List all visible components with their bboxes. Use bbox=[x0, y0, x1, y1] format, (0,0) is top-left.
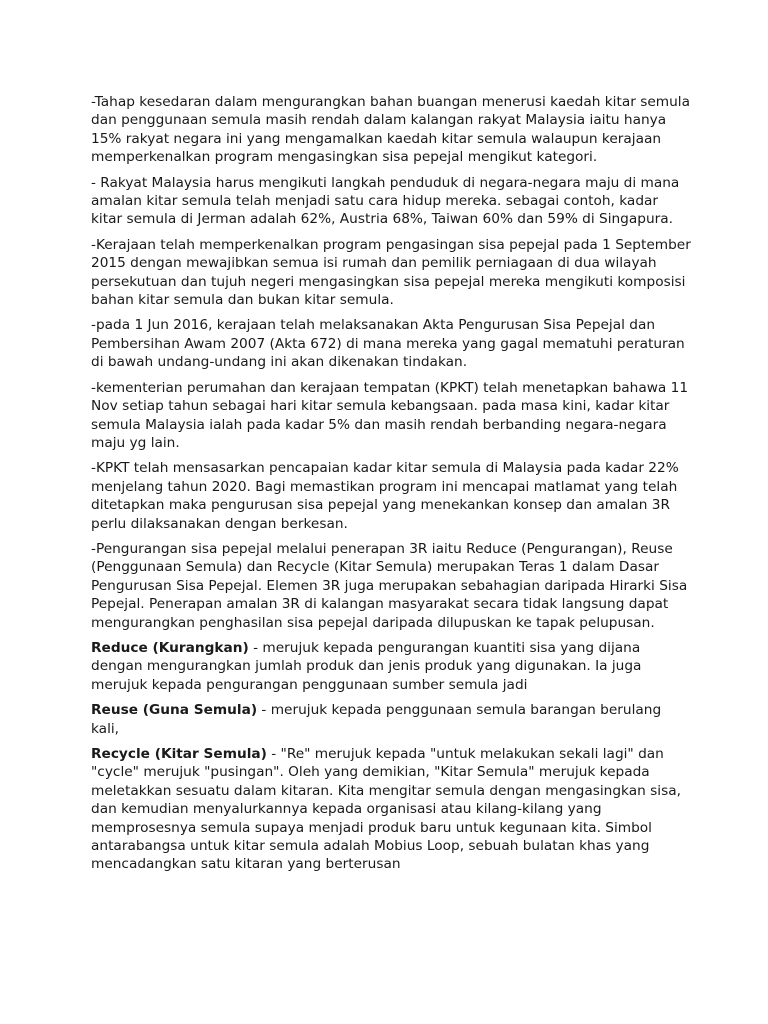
document-page bbox=[91, 93, 691, 881]
paragraph-kpkt-recycling-day: -kementerian perumahan dan kerajaan tempatan (KPKT) telah menetapkan bahawa 11 Nov setiap tahun sebagai hari kitar semula kebangsaan. pada masa kini, kadar kitar semula Malaysia ialah pada kadar 5% dan masih rendah berbanding negara-negara maju yg lain. bbox=[91, 379, 689, 451]
paragraph-awareness: -Tahap kesedaran dalam mengurangkan bahan buangan menerusi kaedah kitar semula dan penggunaan semula masih rendah dalam kalangan rakyat Malaysia iaitu hanya 15% rakyat negara ini yang mengamalkan kaedah kitar semula walaupun kerajaan memperkenalkan program mengasingkan sisa pepejal mengikut kategori. bbox=[91, 94, 690, 166]
term-reduce bbox=[91, 639, 691, 694]
term-recycle-text: - "Re" merujuk kepada "untuk melakukan sekali lagi" dan "cycle" merujuk "pusingan". Oleh yang demikian, "Kitar Semula" merujuk kepada meletakkan sesuatu dalam kitaran. Kita mengitar semula dengan mengasingkan sisa, dan kemudian menyalurkannya kepada organisasi atau kilang-kilang yang memprosesnya semula supaya menjadi produk baru untuk kegunaan kita. Simbol antarabangsa untuk kitar semula adalah Mobius Loop, sebuah bulatan khas yang mencadangkan satu kitaran yang berterusan bbox=[91, 746, 681, 873]
term-reduce-text: - merujuk kepada pengurangan kuantiti sisa yang dijana dengan mengurangkan jumlah produk dan jenis produk yang digunakan. Ia juga merujuk kepada pengurangan penggunaan sumber semula jadi bbox=[91, 639, 642, 693]
paragraph-act-672: -pada 1 Jun 2016, kerajaan telah melaksanakan Akta Pengurusan Sisa Pepejal dan Pembersihan Awam 2007 (Akta 672) di mana mereka yang gagal mematuhi peraturan di bawah undang-undang ini akan dikenakan tindakan. bbox=[91, 317, 685, 371]
term-recycle bbox=[91, 745, 691, 874]
term-recycle-heading: Recycle (Kitar Semula) bbox=[91, 746, 267, 762]
paragraph-kpkt-target: -KPKT telah mensasarkan pencapaian kadar kitar semula di Malaysia pada kadar 22% menjelang tahun 2020. Bagi memastikan program ini mencapai matlamat yang telah ditetapkan maka pengurusan sisa pepejal yang menekankan konsep dan amalan 3R perlu dilaksanakan dengan berkesan. bbox=[91, 460, 679, 532]
term-reuse-text: - merujuk kepada penggunaan semula barangan berulang kali, bbox=[91, 702, 662, 737]
term-reduce-heading: Reduce (Kurangkan) bbox=[91, 639, 249, 656]
paragraph-separation-program: -Kerajaan telah memperkenalkan program pengasingan sisa pepejal pada 1 September 2015 dengan mewajibkan semua isi rumah dan pemilik perniagaan di dua wilayah persekutuan dan tujuh negeri mengasingkan sisa pepejal mereka mengikuti komposisi bahan kitar semula dan bukan kitar semula. bbox=[91, 236, 691, 309]
paragraph-developed-countries: - Rakyat Malaysia harus mengikuti langkah penduduk di negara-negara maju di mana amalan kitar semula telah menjadi satu cara hidup mereka. sebagai contoh, kadar kitar semula di Jerman adalah 62%, Austria 68%, Taiwan 60% dan 59% di Singapura. bbox=[91, 174, 680, 228]
paragraph-3r-policy: -Pengurangan sisa pepejal melalui penerapan 3R iaitu Reduce (Pengurangan), Reuse (Penggunaan Semula) dan Recycle (Kitar Semula) merupakan Teras 1 dalam Dasar Pengurusan Sisa Pepejal. Elemen 3R juga merupakan sebahagian daripada Hirarki Sisa Pepejal. Penerapan amalan 3R di kalangan masyarakat secara tidak langsung dapat mengurangkan penghasilan sisa pepejal daripada dilupuskan ke tapak pelupusan. bbox=[91, 540, 688, 631]
term-reuse-heading: Reuse (Guna Semula) bbox=[91, 702, 258, 719]
term-reuse bbox=[91, 701, 691, 738]
